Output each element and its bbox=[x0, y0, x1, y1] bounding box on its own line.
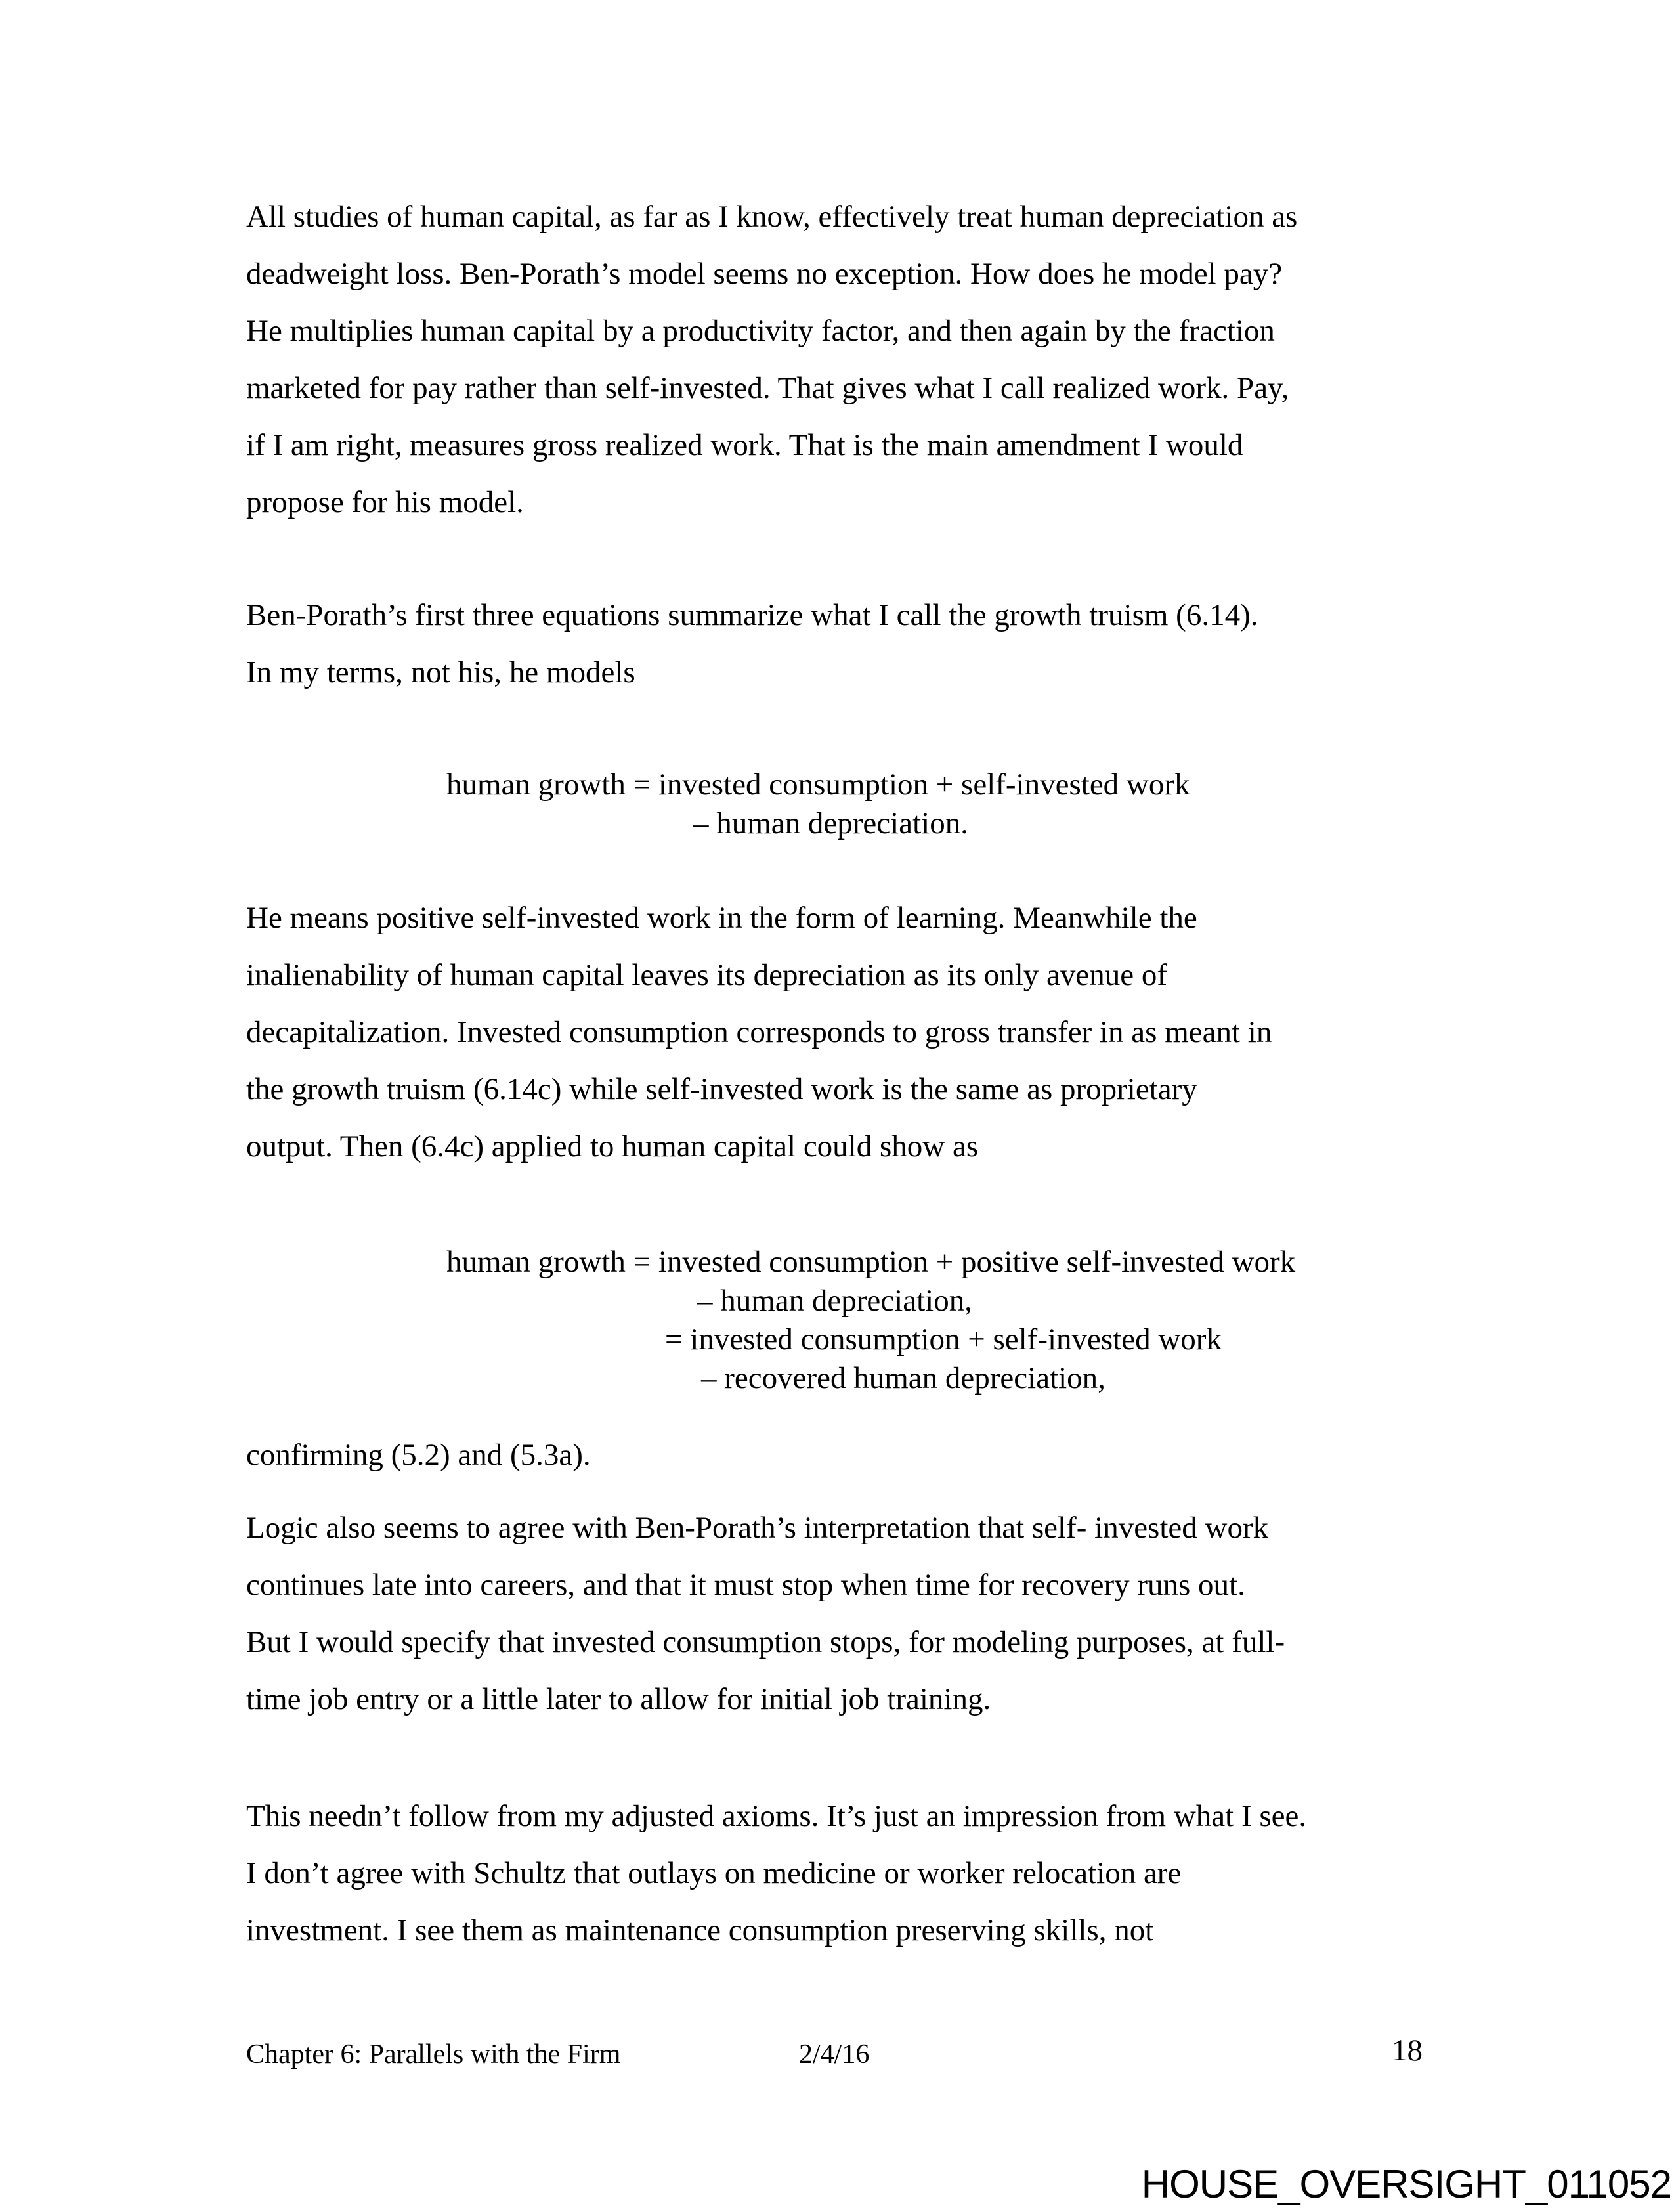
paragraph-line: propose for his model. bbox=[246, 485, 524, 519]
paragraph-line: investment. I see them as maintenance consumption preserving skills, not bbox=[246, 1913, 1154, 1947]
paragraph-2 bbox=[246, 587, 1258, 701]
paragraph-3 bbox=[246, 890, 1272, 1175]
equation-line: human growth = invested consumption + self-invested work bbox=[446, 768, 1190, 802]
paragraph-line: I don’t agree with Schultz that outlays on medicine or worker relocation are bbox=[246, 1856, 1182, 1890]
paragraph-line: output. Then (6.4c) applied to human capital could show as bbox=[246, 1129, 979, 1163]
equation-line: = invested consumption + self-invested work bbox=[665, 1322, 1222, 1356]
equation-line: – human depreciation. bbox=[693, 806, 968, 840]
equation-line: – recovered human depreciation, bbox=[701, 1361, 1105, 1395]
paragraph-line: He means positive self-invested work in the form of learning. Meanwhile the bbox=[246, 901, 1197, 935]
paragraph-line: He multiplies human capital by a productivity factor, and then again by the fraction bbox=[246, 314, 1275, 348]
equation-line: – human depreciation, bbox=[697, 1284, 972, 1318]
bates-stamp-watermark: HOUSE_OVERSIGHT_011052 bbox=[1141, 2162, 1671, 2206]
paragraph-line: But I would specify that invested consumption stops, for modeling purposes, at full- bbox=[246, 1625, 1285, 1659]
paragraph-6 bbox=[246, 1788, 1306, 1959]
paragraph-line: decapitalization. Invested consumption corresponds to gross transfer in as meant in bbox=[246, 1015, 1272, 1049]
footer-chapter-title: Chapter 6: Parallels with the Firm bbox=[246, 2039, 621, 2070]
paragraph-line: if I am right, measures gross realized work. That is the main amendment I would bbox=[246, 428, 1243, 462]
paragraph-line: the growth truism (6.14c) while self-invested work is the same as proprietary bbox=[246, 1072, 1197, 1106]
paragraph-line: inalienability of human capital leaves its depreciation as its only avenue of bbox=[246, 958, 1168, 992]
paragraph-line: confirming (5.2) and (5.3a). bbox=[246, 1438, 591, 1472]
paragraph-line: This needn’t follow from my adjusted axioms. It’s just an impression from what I see. bbox=[246, 1799, 1307, 1833]
paragraph-5 bbox=[246, 1500, 1285, 1728]
equation-block-1 bbox=[246, 766, 1190, 843]
footer-date: 2/4/16 bbox=[799, 2039, 870, 2070]
paragraph-line: All studies of human capital, as far as I know, effectively treat human depreciation as bbox=[246, 200, 1298, 234]
paragraph-1 bbox=[246, 188, 1297, 531]
paragraph-line: In my terms, not his, he models bbox=[246, 655, 635, 689]
paragraph-line: marketed for pay rather than self-invested. That gives what I call realized work. Pay, bbox=[246, 371, 1289, 405]
equation-line: human growth = invested consumption + positive self-invested work bbox=[446, 1245, 1296, 1279]
paragraph-line: continues late into careers, and that it must stop when time for recovery runs out. bbox=[246, 1568, 1245, 1602]
equation-block-2 bbox=[246, 1243, 1295, 1398]
paragraph-line: time job entry or a little later to allow for initial job training. bbox=[246, 1682, 991, 1716]
paragraph-line: Logic also seems to agree with Ben-Porath’s interpretation that self- invested work bbox=[246, 1511, 1269, 1545]
paragraph-line: deadweight loss. Ben-Porath’s model seems no exception. How does he model pay? bbox=[246, 257, 1283, 291]
paragraph-line: Ben-Porath’s first three equations summarize what I call the growth truism (6.14). bbox=[246, 598, 1258, 632]
footer-page-number: 18 bbox=[1392, 2033, 1423, 2068]
paragraph-confirming bbox=[246, 1427, 591, 1484]
